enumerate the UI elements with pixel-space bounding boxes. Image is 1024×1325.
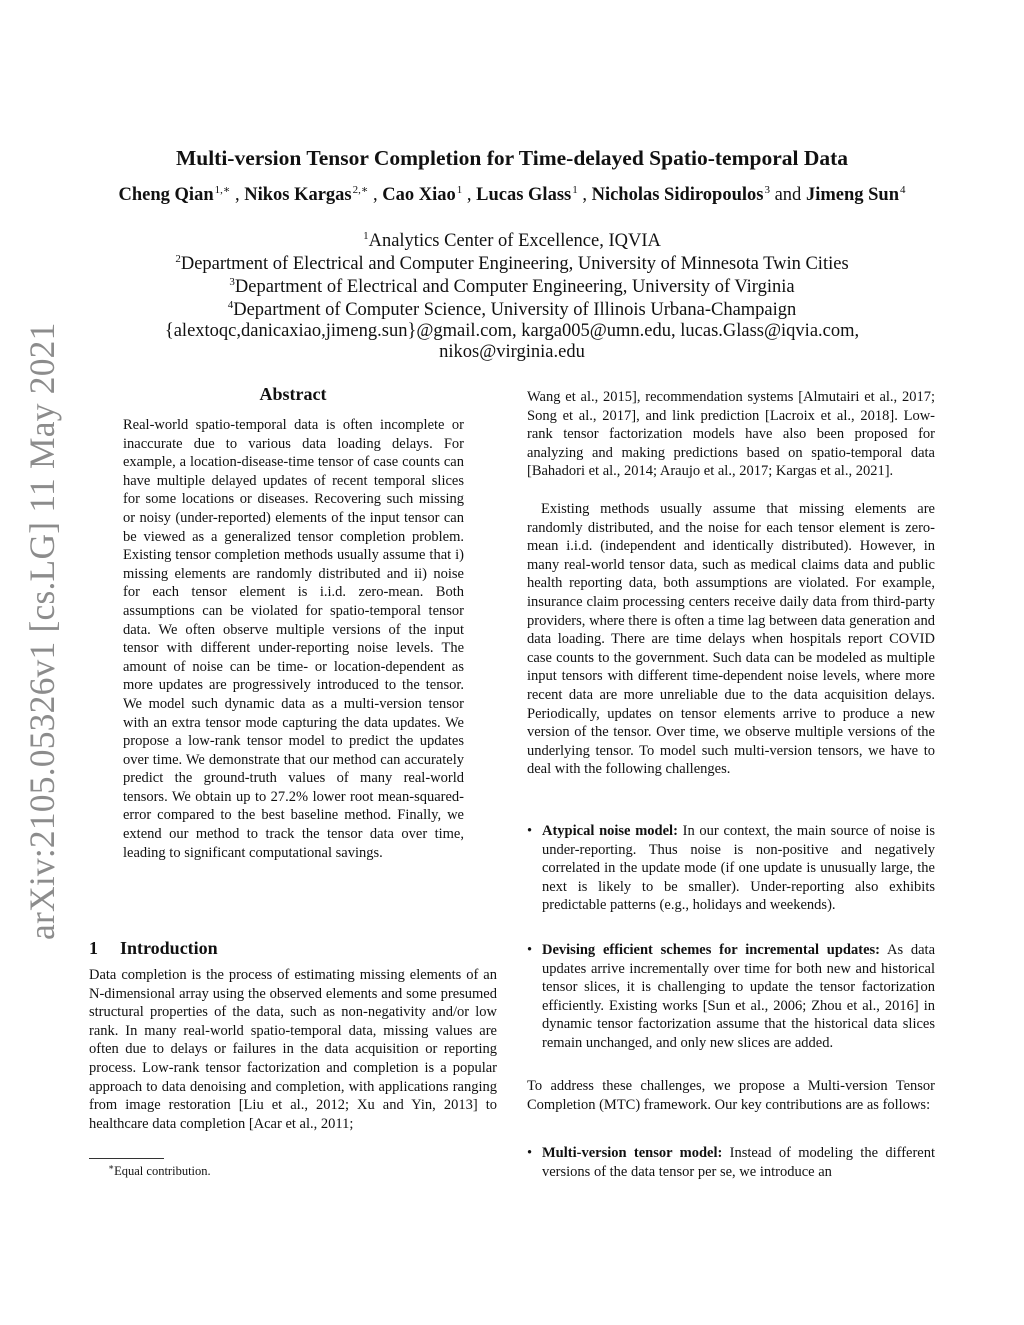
affiliation: $^3$Department of Electrical and Computer Engineering, University of Virginia	[229, 276, 795, 298]
body-paragraph: Wang et al., 2015], recommendation systems [Almutairi et al., 2017; Song et al., 2017], and link prediction [Lacroix et al., 2018]. Low-rank tensor factorization models have also been proposed for analyzing and making predictions based on spatio-temporal data [Bahadori et al., 2014; Araujo et al., 2017; Kargas et al., 2021].	[527, 389, 935, 480]
intro-paragraph: Data completion is the process of estimating missing elements of an N-dimensional array using the observed elements and some presumed structural properties of the data, such as non-negativity and/or low rank. In many real-world spatio-temporal data, missing values are often due to delays or failures in the data acquisition or reporting process. Low-rank tensor factorization and completion is a popular approach to data denoising and completion, with applications ranging from image restoration [Liu et al., 2012; Xu and Yin, 2013] to healthcare data completion [Acar et al., 2011;	[89, 967, 497, 1132]
body-paragraph: Existing methods usually assume that missing elements are randomly distributed, and the noise for each tensor element is zero-mean i.i.d. (independent and identically distributed). However, in many real-world tensor data, such as medical claims data and public health reporting data, both assumptions are violated. For example, insurance claim processing centers receive daily data from third-party providers, where there is often a time lag between data generation and data loading. There are time delays when hospitals report COVID case counts to the government. Such data can be modeled as multiple input tensors with different time-dependent noise levels, where more recent data are more unreliable due to the data acquisition delays. Periodically, updates on tensor elements arrive to produce a new version of the tensor. Over time, we observe multiple versions of the underlying tensor. To model such multi-version tensors, we have to deal with the following challenges.	[527, 501, 935, 778]
bullet-title: Multi-version tensor model:	[542, 1145, 723, 1161]
bullet-title: Atypical noise model:	[542, 823, 678, 839]
author-emails: nikos@virginia.edu	[439, 342, 585, 362]
arxiv-stamp: arXiv:2105.05326v1 [cs.LG] 11 May 2021	[22, 322, 62, 940]
author-name: Cheng Qian	[118, 185, 214, 206]
bullet-icon: •	[527, 823, 533, 839]
author-affiliation-mark: 1	[456, 184, 463, 196]
author-affiliation-mark: 2,∗	[352, 184, 369, 196]
author-name: Lucas Glass	[476, 185, 572, 206]
author-affiliation-mark: 4	[899, 184, 906, 196]
affiliation: $^1$Analytics Center of Excellence, IQVIA	[363, 230, 661, 252]
section-title: Introduction	[120, 938, 218, 958]
author-affiliation-mark: 1	[572, 184, 578, 196]
bullet-item	[527, 941, 935, 1053]
bullet-item	[527, 1144, 935, 1181]
bullet-text: As data updates arrive incrementally over time for both new and historical tensor slices, it is challenging to update the tensor factorization efficiently. Existing works [Sun et al., 2006; Zhou et al., 2016] in dynamic tensor factorization assume that the historical data slices remain unchanged, and only new slices are added.	[542, 942, 936, 1051]
author-list: Cheng Qian$^{1,∗}$ , Nikos Kargas$^{2,∗}$ , Cao Xiao$^1$ , Lucas Glass$^1$ , Nicholas Sidiropoulos$^3$ and Jimeng Sun$^4$	[118, 184, 906, 206]
bullet-icon: •	[527, 942, 533, 958]
footnote: ∗Equal contribution.	[108, 1162, 211, 1179]
author-name: Cao Xiao	[382, 185, 456, 206]
bullet-text: Instead of modeling the different versions of the data tensor per se, we introduce an	[542, 1145, 935, 1180]
author-affiliation-mark: 3	[764, 184, 770, 196]
author-and: and	[774, 185, 802, 206]
bullet-text: In our context, the main source of noise is under-reporting. Thus noise is non-positive and negatively correlated in the update mode (if one update is unusually large, the next is likely to be smaller). Under-reporting also exhibits predictable patterns (e.g., holidays and weekends).	[542, 823, 935, 914]
body-paragraph: To address these challenges, we propose a Multi-version Tensor Completion (MTC) framework. Our key contributions are as follows:	[527, 1078, 935, 1113]
author-name: Jimeng Sun	[805, 185, 899, 206]
abstract-body: Real-world spatio-temporal data is often incomplete or inaccurate due to various data loading delays. For example, a location-disease-time tensor of case counts can have multiple delayed updates of recent temporal slices for some locations or diseases. Recovering such missing or noisy (under-reported) elements of the input tensor can be viewed as a generalized tensor completion problem. Existing tensor completion methods usually assume that i) missing elements are randomly distributed and ii) noise for each tensor element is i.i.d. zero-mean. Both assumptions can be violated for spatio-temporal tensor data. We often observe multiple versions of the input tensor with different under-reporting noise levels. The amount of noise can be time- or location-dependent as more updates are progressively introduced to the tensor. We model such dynamic data as a multi-version tensor with an extra tensor mode capturing the data updates. We propose a low-rank tensor model to predict the updates over time. We demonstrate that our method can accurately predict the ground-truth values of many real-world tensors. We obtain up to 27.2% lower root mean-squared-error compared to the best baseline method. Finally, we extend our method to track the tensor data over time, leading to significant computational savings.	[123, 417, 464, 861]
author-name: Nicholas Sidiropoulos	[591, 185, 764, 206]
footnote-divider	[89, 1158, 164, 1159]
author-emails: {alextoqc,danicaxiao,jimeng.sun}@gmail.com, karga005@umn.edu, lucas.Glass@iqvia.com,	[164, 321, 860, 341]
abstract-heading: Abstract	[259, 384, 327, 404]
section-number: 1	[89, 938, 98, 958]
affiliation: $^4$Department of Computer Science, University of Illinois Urbana-Champaign	[227, 299, 797, 321]
bullet-icon: •	[527, 1145, 533, 1161]
paper-title: Multi-version Tensor Completion for Time-delayed Spatio-temporal Data	[175, 146, 849, 170]
author-name: Nikos Kargas	[244, 185, 352, 206]
bullet-item	[527, 822, 935, 915]
affiliation: $^2$Department of Electrical and Computer Engineering, University of Minnesota Twin Cities	[175, 253, 849, 275]
author-affiliation-mark: 1,∗	[214, 184, 231, 196]
section-heading	[89, 938, 218, 959]
bullet-title: Devising efficient schemes for incremental updates:	[542, 942, 880, 958]
